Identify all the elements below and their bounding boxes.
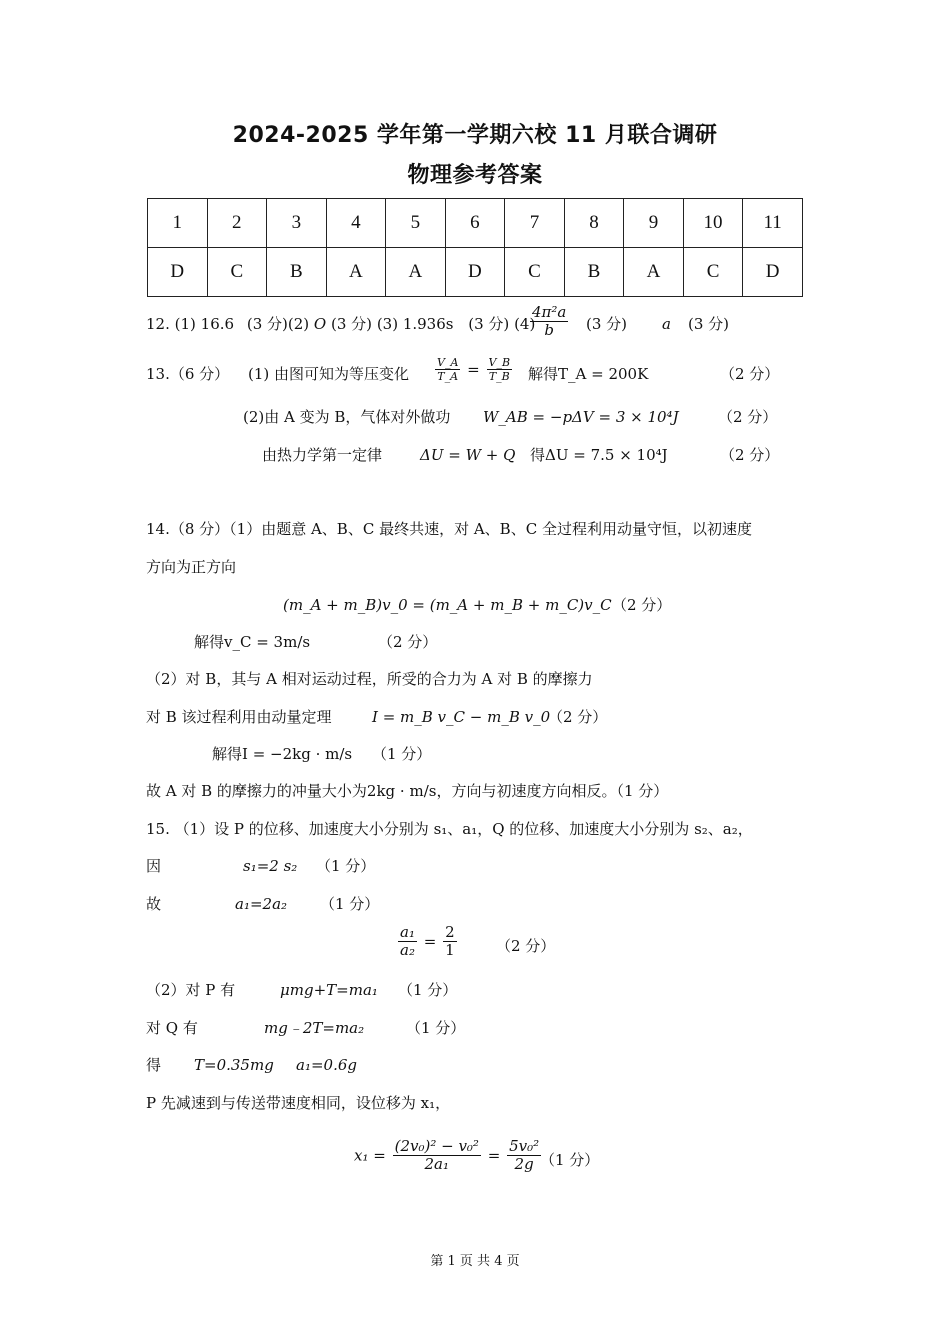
answer-cell: C — [207, 248, 267, 297]
q15-line6-equation: mg﹣2T=ma₂ — [264, 1019, 365, 1037]
q13-line1-text: (1) 由图可知为等压变化 — [248, 365, 410, 383]
q14-equation1: (m_A + m_B)v_0 = (m_A + m_B + m_C)v_C — [283, 596, 612, 614]
answer-cell: D — [445, 248, 505, 297]
answer-table — [147, 198, 803, 297]
q14-equation1-score: （2 分） — [612, 596, 672, 614]
q12-fraction — [528, 304, 570, 339]
q15-line5-text-wrap — [146, 980, 235, 1000]
page-footer: 第 1 页 共 4 页 — [430, 1254, 520, 1269]
question-number-cell: 3 — [267, 199, 327, 248]
q12-part5: a — [662, 315, 671, 333]
q14-line5-equation: I = m_B v_C − m_B v_0 — [372, 708, 551, 726]
question-number-cell: 11 — [743, 199, 803, 248]
answer-cell: A — [326, 248, 386, 297]
answer-table-answer-row — [148, 248, 803, 297]
q14-result1: 解得v_C = 3m/s — [194, 633, 311, 651]
question-number-cell: 8 — [564, 199, 624, 248]
question-number-cell: 7 — [505, 199, 565, 248]
q12-part3: (3) 1.936s — [376, 315, 454, 333]
q13-line3-equation: ΔU = W + Q — [420, 446, 516, 464]
q14-result1-score: （2 分） — [378, 633, 438, 651]
q15-line6-text: 对 Q 有 — [146, 1019, 198, 1037]
q14-result2-score: （1 分） — [372, 745, 432, 763]
q13-line2-equation: W_AB = −pΔV = 3 × 10⁴J — [483, 408, 679, 426]
q15-x1-equation: x₁ = $\frac{\text{(2v₀)² − v₀²}}{\text{2a₁}}$ = $\frac{\text{5v₀²}}{2g}$ — [354, 1137, 540, 1173]
q12-part2-answer: O — [313, 315, 327, 333]
answer-cell: B — [564, 248, 624, 297]
q15-line7-result1: T=0.35mg — [194, 1056, 274, 1074]
answer-cell: C — [505, 248, 565, 297]
q13-line3-text: 由热力学第一定律 — [262, 446, 383, 464]
question-number-cell: 10 — [683, 199, 743, 248]
q12-score3: (3 分) — [468, 315, 510, 333]
answer-cell: C — [683, 248, 743, 297]
q13-line2-score: （2 分） — [718, 408, 778, 426]
q15-line8: P 先减速到与传送带速度相同，设位移为 x₁， — [146, 1094, 451, 1112]
q15-x1-score: （1 分） — [540, 1151, 600, 1169]
page-subtitle: 物理参考答案 — [407, 163, 543, 188]
q13-label: 13.（6 分） — [146, 365, 230, 383]
q12-frac-den: b — [544, 321, 554, 339]
q15-line2-score: （1 分） — [316, 857, 376, 875]
q12-score1: (3 分) — [246, 315, 288, 333]
q12-score5: (3 分) — [688, 315, 730, 333]
q15-line5-equation: μmg+T=ma₁ — [280, 981, 378, 999]
q15-line1: 15. （1）设 P 的位移、加速度大小分别为 s₁、a₁，Q 的位移、加速度大小分别为 s₂、a₂， — [146, 820, 753, 838]
answer-cell: A — [624, 248, 684, 297]
q12-part2: (2) — [287, 315, 310, 333]
q13-line1-result: 解得T_A = 200K — [528, 365, 649, 383]
q12-score2: (3 分) — [331, 315, 373, 333]
question-number-cell: 4 — [326, 199, 386, 248]
q15-line5-score: （1 分） — [398, 981, 458, 999]
q12-label: 12. — [146, 315, 170, 333]
question-number-cell: 5 — [386, 199, 446, 248]
q14-line1: 14.（8 分）（1）由题意 A、B、C 最终共速，对 A、B、C 全过程利用动量守恒，以初速度 — [146, 520, 752, 538]
q14-result2: 解得I = −2kg · m/s — [212, 745, 353, 763]
answer-cell: D — [743, 248, 803, 297]
q14-conclusion: 故 A 对 B 的摩擦力的冲量大小为2kg · m/s，方向与初速度方向相反。（1 分） — [146, 782, 669, 800]
q13-line1-score: （2 分） — [720, 365, 780, 383]
answer-cell: D — [148, 248, 208, 297]
q13-line1-equation: $\frac{V\_A}{T\_A}$ = $\frac{V\_B}{T\_B}$ — [437, 356, 511, 383]
answer-cell: A — [386, 248, 446, 297]
question-number-cell: 6 — [445, 199, 505, 248]
question-number-cell: 9 — [624, 199, 684, 248]
page-title: 2024-2025 学年第一学期六校 11 月联合调研 — [232, 123, 718, 148]
q14-line2: 方向为正方向 — [146, 558, 237, 576]
q14-line5-text: 对 B 该过程利用由动量定理 — [146, 708, 332, 726]
q15-line3-equation: a₁=2a₂ — [235, 895, 288, 913]
q15-line5-text: （2）对 P 有 — [146, 981, 236, 999]
q12-frac-num: 4π²a — [532, 303, 567, 321]
q14-line5-score: （2 分） — [548, 708, 608, 726]
q15-ratio-fraction: $\frac{\text{a₁}}{\text{a₂}}$ = $\frac{2}{1}$ — [400, 923, 455, 959]
q13-line2-text: (2)由 A 变为 B，气体对外做功 — [243, 408, 451, 426]
q15-line3-text: 故 — [146, 895, 162, 913]
q12-part4: (4) — [514, 315, 536, 333]
q15-line7-text: 得 — [146, 1056, 162, 1074]
q12-part1: (1) 16.6 — [174, 315, 235, 333]
q15-line3-score: （1 分） — [320, 895, 380, 913]
q13-line3-result: 得ΔU = 7.5 × 10⁴J — [530, 446, 668, 464]
q15-line2-equation: s₁=2 s₂ — [243, 857, 298, 875]
q15-ratio-score: （2 分） — [496, 937, 556, 955]
question-number-cell: 1 — [148, 199, 208, 248]
q15-line6-score: （1 分） — [406, 1019, 466, 1037]
q12-line — [146, 314, 535, 334]
answer-table-number-row — [148, 199, 803, 248]
answer-cell: B — [267, 248, 327, 297]
q15-line7-result2: a₁=0.6g — [296, 1056, 357, 1074]
q13-line3-score: （2 分） — [720, 446, 780, 464]
q15-line2-text: 因 — [146, 857, 162, 875]
q12-score4: (3 分) — [586, 315, 628, 333]
question-number-cell: 2 — [207, 199, 267, 248]
q14-line4: （2）对 B，其与 A 相对运动过程，所受的合力为 A 对 B 的摩擦力 — [146, 670, 593, 688]
